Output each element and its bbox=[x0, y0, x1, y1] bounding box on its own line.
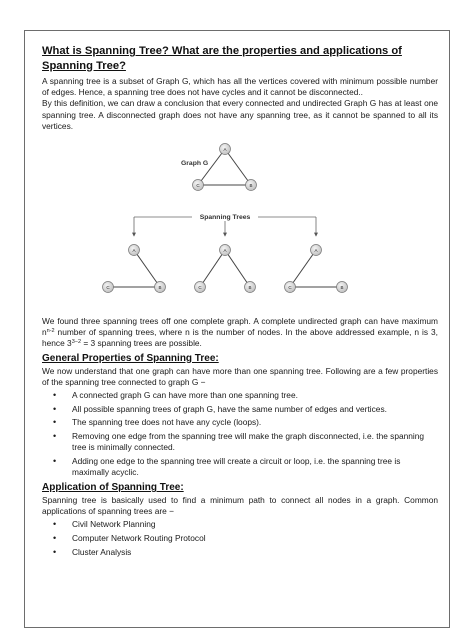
list-item: • Computer Network Routing Protocol bbox=[72, 533, 438, 544]
list-item: • A connected graph G can have more than one spanning tree. bbox=[72, 390, 438, 401]
spanning-tree-3 bbox=[285, 245, 348, 293]
properties-list bbox=[42, 390, 438, 478]
summary-paragraph bbox=[42, 316, 438, 350]
spanning-trees-label: Spanning Trees bbox=[199, 214, 251, 222]
tree1-node-c-label: C bbox=[106, 285, 110, 291]
properties-heading: General Properties of Spanning Tree: bbox=[42, 352, 219, 364]
intro-paragraph-1: A spanning tree is a subset of Graph G, which has all the vertices covered with minimum possible number of edges. Hence, a spanning tree does not have cycles and it cannot be disconnected.. bbox=[42, 76, 438, 98]
applications-heading: Application of Spanning Tree: bbox=[42, 481, 184, 493]
node-a-label: A bbox=[223, 147, 227, 153]
list-item: • Civil Network Planning bbox=[72, 519, 438, 530]
summary-part-3: = 3 spanning trees are possible. bbox=[81, 338, 202, 349]
graph-g bbox=[181, 144, 257, 191]
list-item: • The spanning tree does not have any cycle (loops). bbox=[72, 417, 438, 428]
intro-paragraph-2: By this definition, we can draw a conclusion that every connected and undirected Graph G has at least one spanning tree. A disconnected graph does not have any spanning tree, as it cannot be spanned to all its vertices. bbox=[42, 98, 438, 131]
node-c-label: C bbox=[196, 183, 200, 189]
tree3-node-b-label: B bbox=[340, 285, 344, 291]
list-item: • Removing one edge from the spanning tree will make the graph disconnected, i.e. the spanning tree is minimally connected. bbox=[72, 431, 438, 453]
applications-list bbox=[42, 519, 438, 558]
summary-exponent-1: n-2 bbox=[46, 328, 55, 335]
spanning-tree-2 bbox=[195, 245, 256, 293]
edge-a-b bbox=[225, 149, 251, 185]
spanning-tree-figure bbox=[42, 135, 438, 311]
edge-a-c bbox=[198, 149, 225, 185]
summary-part-1: We found three spanning trees off one complete graph. A complete undirected graph can have maximum n bbox=[42, 316, 438, 338]
applications-intro: Spanning tree is basically used to find a minimum path to connect all nodes in a graph. Common applications of spanning trees are − bbox=[42, 494, 438, 517]
tree2-node-c-label: C bbox=[198, 285, 202, 291]
list-item: • Cluster Analysis bbox=[72, 547, 438, 558]
spanning-trees-connector bbox=[134, 214, 316, 236]
tree1-node-b-label: B bbox=[158, 285, 162, 291]
tree3-node-c-label: C bbox=[288, 285, 292, 291]
summary-part-2: number of spanning trees, where n is the number of nodes. In the above addressed example, n is 3, hence 3 bbox=[42, 327, 438, 349]
list-item: • Adding one edge to the spanning tree will create a circuit or loop, i.e. the spanning tree is maximally acyclic. bbox=[72, 456, 438, 478]
graph-g-label: Graph G bbox=[181, 160, 209, 168]
node-b-label: B bbox=[249, 183, 253, 189]
summary-exponent-2: 3−2 bbox=[71, 339, 82, 346]
page-title: What is Spanning Tree? What are the properties and applications of Spanning Tree? bbox=[42, 45, 402, 72]
tree2-node-a-label: A bbox=[223, 248, 227, 254]
spanning-tree-1 bbox=[103, 245, 166, 293]
list-item: • All possible spanning trees of graph G, have the same number of edges and vertices. bbox=[72, 404, 438, 415]
properties-intro: We now understand that one graph can have more than one spanning tree. Following are a few properties of the spanning tree connected to graph G − bbox=[42, 365, 438, 387]
document-body bbox=[42, 44, 438, 560]
tree3-node-a-label: A bbox=[314, 248, 318, 254]
tree1-node-a-label: A bbox=[132, 248, 136, 254]
tree2-node-b-label: B bbox=[248, 285, 252, 291]
